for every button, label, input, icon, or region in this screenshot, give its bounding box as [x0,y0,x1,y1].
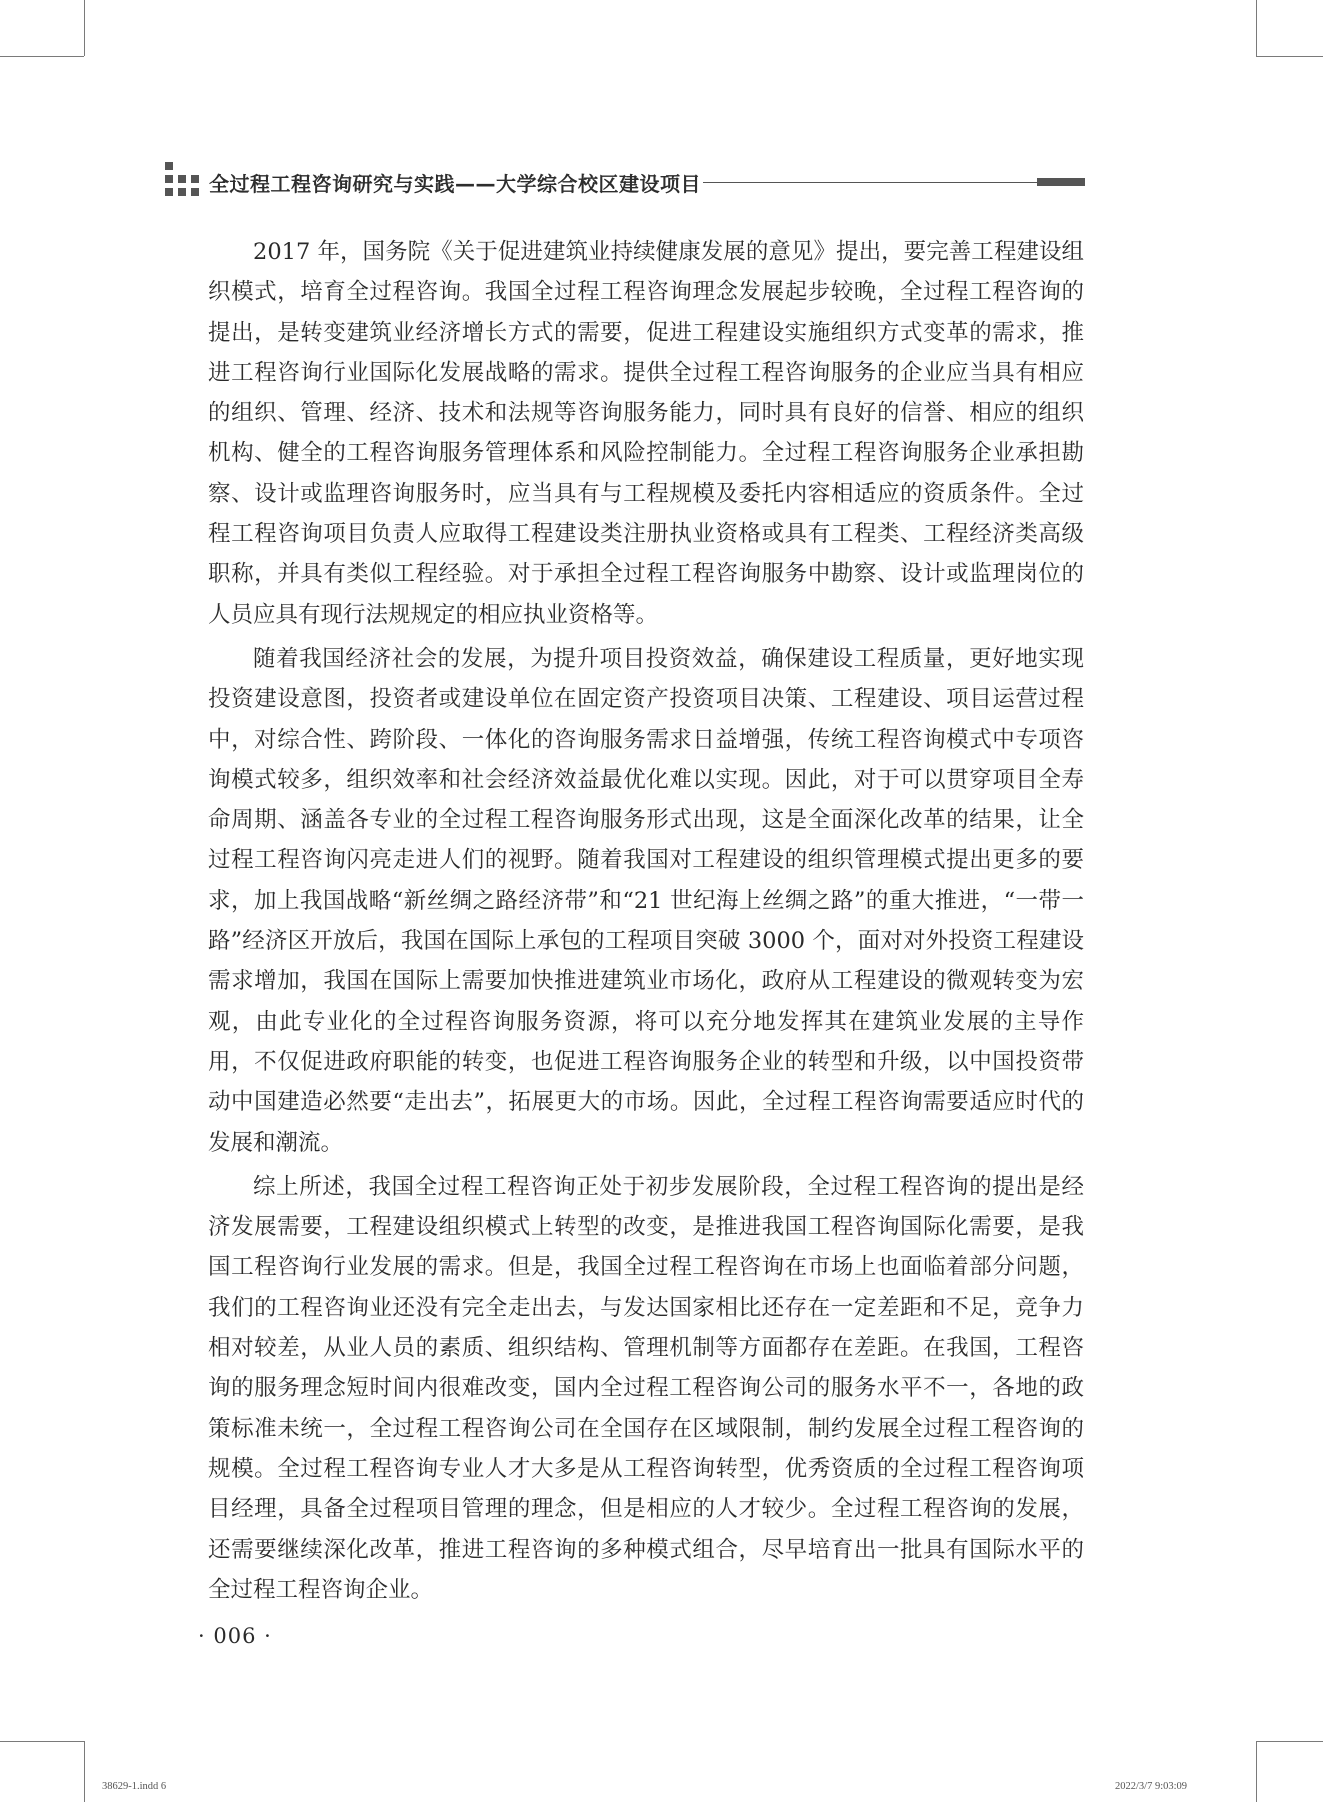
slug-datetime: 2022/3/7 9:03:09 [1115,1781,1188,1792]
header-title: 全过程工程咨询研究与实践——大学综合校区建设项目 [209,172,701,196]
running-header [165,160,1085,200]
paragraph-1: 2017 年，国务院《关于促进建筑业持续健康发展的意见》提出，要完善工程建设组织模式，培育全过程咨询。我国全过程工程咨询理念发展起步较晚，全过程工程咨询的提出，是转变建筑业经济增长方式的需要，促进工程建设实施组织方式变革的需求，推进工程咨询行业国际化发展战略的需求。提供全过程工程咨询服务的企业应当具有相应的组织、管理、经济、技术和法规等咨询服务能力，同时具有良好的信誉、相应的组织机构、健全的工程咨询服务管理体系和风险控制能力。全过程工程咨询服务企业承担勘察、设计或监理咨询服务时，应当具有与工程规模及委托内容相适应的资质条件。全过程工程咨询项目负责人应取得工程建设类注册执业资格或具有工程类、工程经济类高级职称，并具有类似工程经验。对于承担全过程工程咨询服务中勘察、设计或监理岗位的人员应具有现行法规规定的相应执业资格等。 [208,239,1084,628]
crop-mark-top-right-vertical [1256,0,1257,56]
crop-mark-bottom-right-horizontal [1256,1741,1323,1742]
body-text [208,232,1084,1614]
slug-file-name: 38629-1.indd 6 [102,1781,167,1792]
crop-mark-bottom-left-horizontal [0,1741,84,1742]
paragraph-3: 综上所述，我国全过程工程咨询正处于初步发展阶段，全过程工程咨询的提出是经济发展需要，工程建设组织模式上转型的改变，是推进我国工程咨询国际化需要，是我国工程咨询行业发展的需求。但是，我国全过程工程咨询在市场上也面临着部分问题，我们的工程咨询业还没有完全走出去，与发达国家相比还存在一定差距和不足，竞争力相对较差，从业人员的素质、组织结构、管理机制等方面都存在差距。在我国，工程咨询的服务理念短时间内很难改变，国内全过程工程咨询公司的服务水平不一，各地的政策标准未统一，全过程工程咨询公司在全国存在区域限制，制约发展全过程工程咨询的规模。全过程工程咨询专业人才大多是从工程咨询转型，优秀资质的全过程工程咨询项目经理，具备全过程项目管理的理念，但是相应的人才较少。全过程工程咨询的发展，还需要继续深化改革，推进工程咨询的多种模式组合，尽早培育出一批具有国际水平的全过程工程咨询企业。 [208,1173,1084,1603]
crop-mark-bottom-left-vertical [84,1741,85,1802]
paragraph-2: 随着我国经济社会的发展，为提升项目投资效益，确保建设工程质量，更好地实现投资建设意图，投资者或建设单位在固定资产投资项目决策、工程建设、项目运营过程中，对综合性、跨阶段、一体化的咨询服务需求日益增强，传统工程咨询模式中专项咨询模式较多，组织效率和社会经济效益最优化难以实现。因此，对于可以贯穿项目全寿命周期、涵盖各专业的全过程工程咨询服务形式出现，这是全面深化改革的结果，让全过程工程咨询闪亮走进人们的视野。随着我国对工程建设的组织管理模式提出更多的要求，加上我国战略“新丝绸之路经济带”和“21 世纪海上丝绸之路”的重大推进，“一带一路”经济区开放后，我国在国际上承包的工程项目突破 3000 个，面对对外投资工程建设需求增加，我国在国际上需要加快推进建筑业市场化，政府从工程建设的微观转变为宏观，由此专业化的全过程咨询服务资源，将可以充分地发挥其在建筑业发展的主导作用，不仅促进政府职能的转变，也促进工程咨询服务企业的转型和升级，以中国投资带动中国建造必然要“走出去”，拓展更大的市场。因此，全过程工程咨询需要适应时代的发展和潮流。 [208,645,1084,1156]
header-bar [1037,178,1085,186]
header-grid-icon [165,162,201,198]
crop-mark-top-left-vertical [84,0,85,56]
header-rule [703,182,1085,183]
crop-mark-bottom-right-vertical [1256,1741,1257,1802]
crop-mark-top-right-horizontal [1256,56,1323,57]
crop-mark-top-left-horizontal [0,56,84,57]
page-number: · 006 · [198,1624,272,1648]
